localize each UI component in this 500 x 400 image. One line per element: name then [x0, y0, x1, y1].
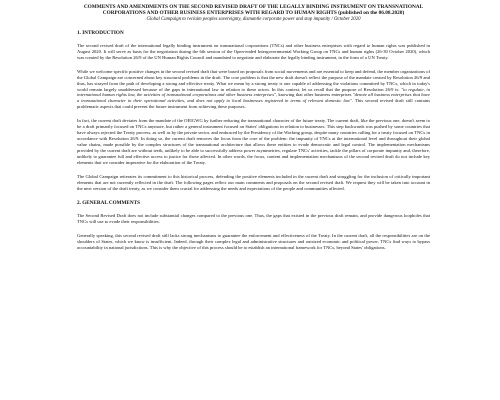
paragraph-text: The Second Revised Draft does not include substantial changes compared to the previous one. Thus, the gaps that existed in the previous draft remain, and provide dangerous loopholes that TNCs will use to evade their responsibilities. [77, 212, 430, 224]
body-paragraph [77, 174, 430, 192]
paragraph-text: While we welcome specific positive changes in the second revised draft that were based on proposals from social movements and are essential to keep and defend, the member organizations of the Global Campaign are concerned about key structural problems in the draft. The core problem is that the new draft doesn't reflect the purpose of the mandate created by Resolution 26/9 and thus, has strayed from the path of developing a strong and effective treaty. What we mean by a strong treaty is one capable of addressing the violations committed by TNCs, which in today's world remain largely unaddressed because of the gaps in international law in relation to these actors. In this context, let us recall that the purpose of Resolution 26/9 is: [77, 68, 431, 92]
quoted-text: "to regulate, in international human rights law, the activities of transnational corporations and other business enterprises" [77, 86, 430, 98]
paragraph-text: Generally speaking, this second revised draft still lacks strong mechanisms to guarantee the enforcement and effectiveness of the Treaty. In the current draft, all the responsibilities are on the shoulders of States, which we know is insufficient. Indeed, through their complex legal and administrative structures and outsized economic and political power, TNCs find ways to bypass accountability in national jurisdictions. This is why the objective of this process should be to establish an international framework for TNCs, beyond States' obligations. [77, 232, 430, 250]
quoted-text: "denote all business enterprises that have a transnational character in their operational activities, and does not apply to local businesses registered in terms of relevant domestic law" [77, 92, 430, 104]
document-title: COMMENTS AND AMENDMENTS ON THE SECOND REVISED DRAFT OF THE LEGALLY BINDING INSTRUMENT ON TRANSNATIONAL CORPORATIONS AND OTHER BUSINESS ENTERPRISES WITH REGARD TO HUMAN RIGHTS (published on the 06.08.2020) [83, 4, 424, 17]
body-paragraph [77, 213, 430, 225]
document-subtitle: Global Campaign to reclaim peoples sovereignty, dismantle corporate power and stop impunity / October 2020 [146, 16, 361, 22]
paragraph-text: In fact, the current draft deviates from the mandate of the OEIGWG by further reducing the transnational character of the future treaty. The current draft, like the previous one, doesn't seem to be a draft primarily focused on TNCs anymore, but rather a general instrument focused on States' obligations in relation to businesses. This step backwards was pushed by some countries that have always rejected the Treaty process, as well as by the private sector, and embraced by the Presidency of the Working group, despite many countries calling for a treaty focused on TNCs in accordance with Resolution 26/9. In doing so, the current draft removes the focus from the core of the problem: the impunity of TNCs at the international level and throughout their global value chains, made possible by the complex structures of the transnational architecture that allows these entities to evade democratic and legal control. The implementation mechanisms provided by the current draft are without teeth, unlikely to be able to successfully address power asymmetries, regulate TNCs' activities, tackle the pillars of corporate impunity and, therefore, unlikely to guarantee full and effective access to justice for those affected. In other words, the focus, content and implementation mechanisms of the second revised draft do not include key elements that we consider imperative for the elaboration of the Treaty. [77, 118, 430, 166]
section-heading: 1. INTRODUCTION [77, 29, 124, 36]
section-heading: 2. GENERAL COMMENTS [77, 199, 140, 206]
body-paragraph [77, 118, 430, 166]
paragraph-text: The Global Campaign reiterates its commitment to this historical process, defending the positive elements included in the current draft and struggling for the inclusion of critically important elements that are not currently reflected in the draft. The following pages reflect our main comments and proposals on the second revised draft. We request they will be taken into account in the next version of the draft treaty, as we consider them crucial for addressing the needs and expectations of the people and communities affected. [77, 173, 430, 191]
body-paragraph [77, 233, 430, 251]
body-paragraph [77, 43, 430, 61]
paragraph-text: The second revised draft of the international legally binding instrument on transnational corporations (TNCs) and other business enterprises with regard to human rights was published in August 2020. It will serve as basis for the negotiation during the 6th session of the Open-ended Intergovernmental Working Group on TNCs and human rights (26-30 October 2020), which was created by the Resolution 26/9 of the UN Human Rights Council and mandated to negotiate and elaborate the legally binding instrument, in the form of a UN Treaty. [77, 42, 430, 60]
body-paragraph [77, 69, 430, 111]
paragraph-text: . This second revised draft still contains problematic aspects that could prevent the future instrument from achieving these purposes. [77, 98, 430, 110]
document-body [77, 30, 430, 251]
paragraph-text: , knowing that other business enterprises [275, 92, 353, 98]
